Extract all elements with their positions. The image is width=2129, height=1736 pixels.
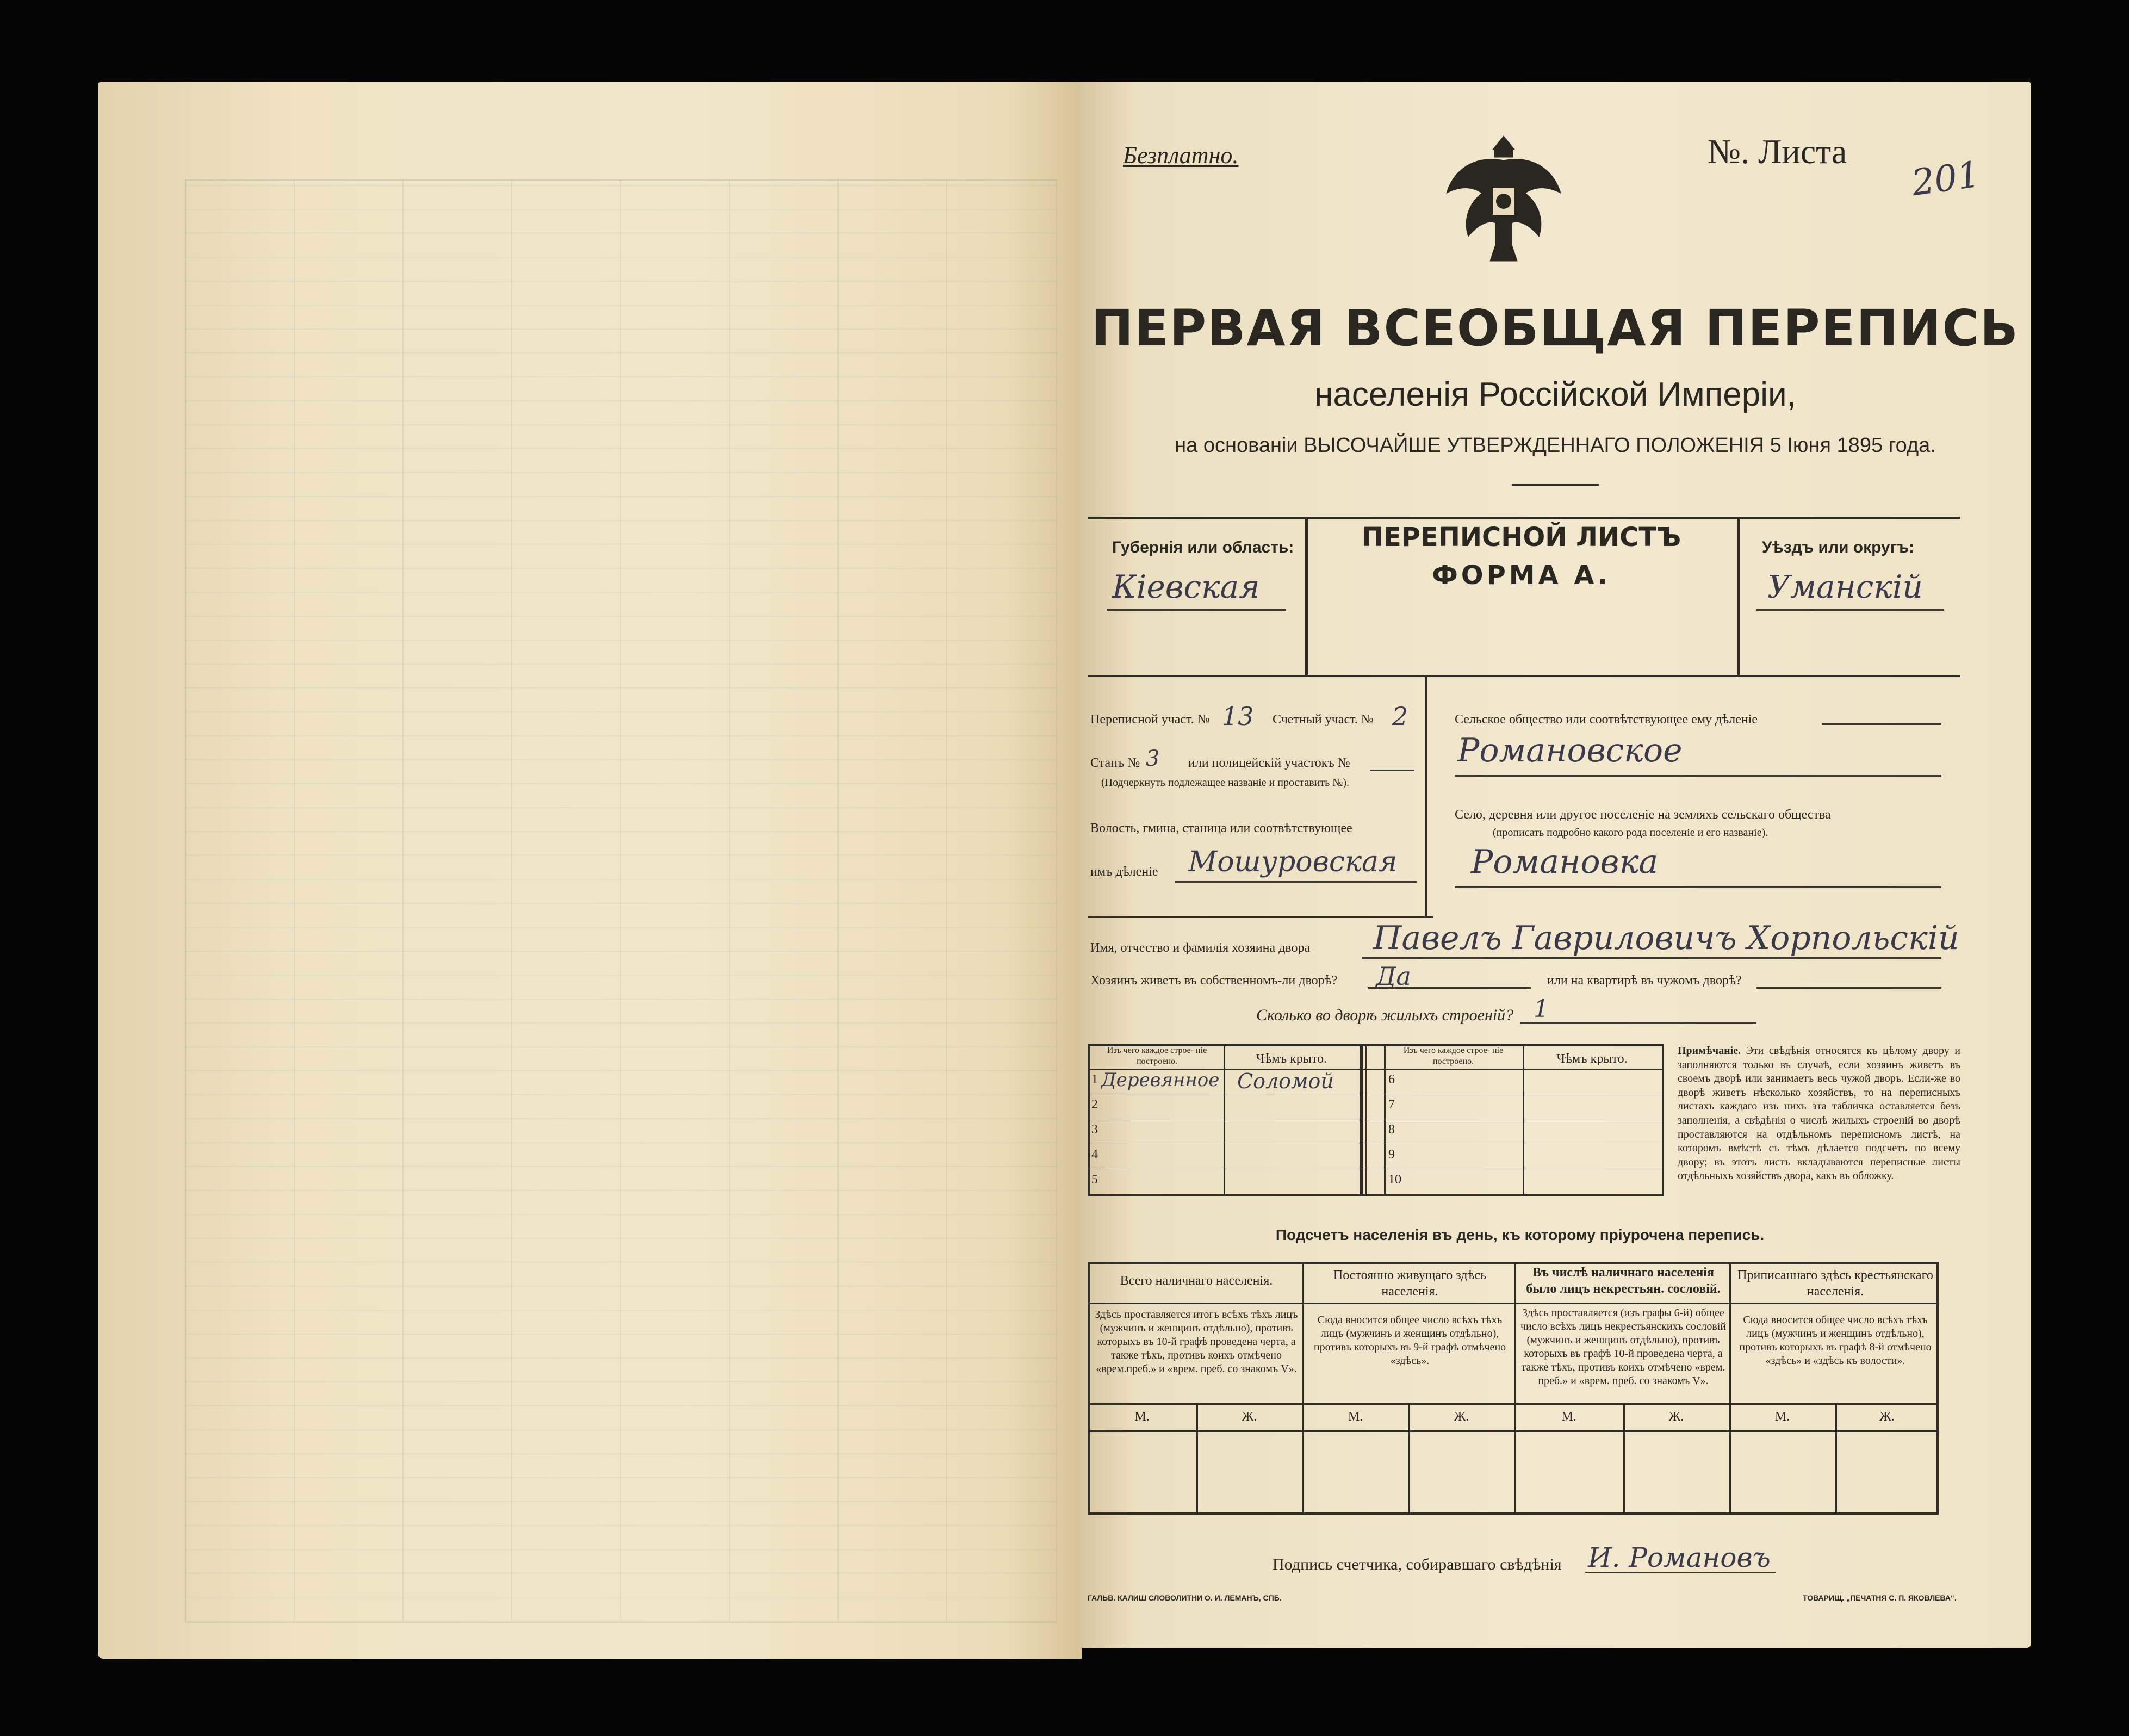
count-col4-text: Сюда вносится общее число всѣхъ тѣхъ лицъ (мужчинъ и женщинъ отдѣльно), противъ которыхъ въ графѣ 8-й отмѣчено «здѣсь» и «здѣсь къ волости». [1739, 1314, 1932, 1367]
uezd-label: Уѣздъ или округъ: [1762, 538, 1915, 556]
buildings-row-num: 7 [1388, 1098, 1395, 1112]
owner-value: Павелъ Гавриловичъ Хорпольскій [1373, 919, 1959, 957]
count-col2-text: Сюда вносится общее число всѣхъ тѣхъ лицъ (мужчинъ и женщинъ отдѣльно), противъ которыхъ въ 9-й графѣ отмѣчено «здѣсь». [1313, 1314, 1506, 1367]
owner-label: Имя, отчество и фамилія хозяина двора [1090, 941, 1311, 955]
sheet-title: ПЕРЕПИСНОЙ ЛИСТЪ [1361, 522, 1681, 553]
count-m: М. [1134, 1410, 1150, 1424]
count-col2-head: Постоянно живущаго здѣсь населенія. [1333, 1268, 1487, 1299]
buildings-row-num: 2 [1091, 1098, 1098, 1112]
note-block [1678, 1044, 1960, 1183]
count-zh: Ж. [1242, 1410, 1257, 1424]
volost-label: Волость, гмина, станица или соотвѣтствующее [1090, 821, 1352, 835]
lives-label: Хозяинъ живетъ въ собственномъ-ли дворѣ? [1090, 974, 1338, 988]
lives-value: Да [1376, 962, 1411, 991]
ornament-divider [1512, 484, 1599, 486]
buildings-row-num: 10 [1388, 1173, 1401, 1187]
count-m: М. [1774, 1410, 1790, 1424]
census-basis: на основаніи ВЫСОЧАЙШЕ УТВЕРЖДЕННАГО ПОЛОЖЕНІЯ 5 Іюня 1895 года. [1175, 434, 1936, 457]
count-zh: Ж. [1454, 1410, 1469, 1424]
census-form-page [1079, 82, 2031, 1648]
printer-left: ГАЛЬВ. КАЛИШ СЛОВОЛИТНИ О. И. ЛЕМАНЪ, СПБ. [1088, 1594, 1282, 1602]
buildings-row-num: 3 [1091, 1123, 1098, 1137]
count-zh: Ж. [1668, 1410, 1684, 1424]
uchastok-value: 13 [1222, 702, 1254, 731]
sheet-number-label: №. Листа [1708, 132, 1847, 171]
buildings-col2-head: Чѣмъ крыто. [1256, 1052, 1327, 1066]
show-through-columns [185, 179, 1055, 1621]
note-text: Эти свѣдѣнія относятся къ цѣлому двору и заполняются только въ случаѣ, если хозяинъ живетъ въ своемъ дворѣ или занимаетъ весь чужой дворъ. Если-же во дворѣ живетъ нѣсколько хозяйствъ, то на переписныхъ листахъ каждаго изъ нихъ эта табличка оставляется безъ заполненія, а свѣдѣнія о числѣ жилыхъ строеній во дворѣ проставляются на отдѣльномъ переписномъ листѣ, на которомъ вмѣстѣ съ тѣмъ дѣлается подсчетъ по всему двору; въ этотъ листъ вкладываются переписные листы отдѣльныхъ хозяйствъ двора, какъ въ обложку. [1678, 1045, 1961, 1182]
left-page [98, 82, 1082, 1659]
sheet-number-value: 201 [1909, 153, 1983, 204]
uezd-value: Уманскій [1767, 568, 1923, 605]
imperial-eagle-emblem [1441, 133, 1566, 264]
free-label: Безплатно. [1123, 142, 1239, 169]
buildings-row-num: 5 [1091, 1173, 1098, 1187]
note-lead: Примѣчаніе. [1678, 1045, 1741, 1057]
count-m: М. [1348, 1410, 1363, 1424]
printer-right: ТОВАРИЩ. „ПЕЧАТНЯ С. П. ЯКОВЛЕВА“. [1803, 1594, 1957, 1602]
count-col1-text: Здѣсь проставляется итогъ всѣхъ тѣхъ лицъ (мужчинъ и женщинъ отдѣльно), противъ которыхъ въ 10-й графѣ проведена черта, а также тѣхъ, противъ коихъ отмѣчено «врем.преб.» и «врем. преб. со знакомъ V». [1095, 1309, 1298, 1375]
signature-label: Подпись счетчика, собиравшаго свѣдѣнія [1273, 1555, 1562, 1573]
stan-note: (Подчеркнуть подлежащее названіе и проставить №). [1101, 777, 1349, 789]
guberniya-value: Кіевская [1112, 568, 1260, 605]
count-col3-text: Здѣсь проставляется (изъ графы 6-й) общее число всѣхъ лицъ некрестьянскихъ сословій (мужчинъ и женщинъ отдѣльно), противъ которыхъ въ графѣ 10-й проведена черта, а также тѣхъ, противъ коихъ отмѣчено «врем. преб.» и «врем. преб. со знакомъ V». [1520, 1307, 1727, 1387]
buildings-row-num: 8 [1388, 1123, 1395, 1137]
row1-material: Деревянное [1101, 1069, 1220, 1091]
uchastok-label: Переписной участ. № [1090, 712, 1210, 727]
schetny-value: 2 [1392, 702, 1408, 731]
buildings-table [1088, 1044, 1664, 1196]
schetny-label: Счетный участ. № [1273, 712, 1374, 727]
signature-value: И. Романовъ [1588, 1542, 1771, 1573]
obshchestvo-value: Романовское [1457, 731, 1683, 770]
form-name: ФОРМА А. [1432, 560, 1611, 591]
buildings-col1-head: Изъ чего каждое строе- ніе построено. [1107, 1046, 1207, 1066]
buildings-row-num: 9 [1388, 1148, 1395, 1162]
count-col4-head: Приписаннаго здѣсь крестьянскаго населенія. [1737, 1268, 1933, 1299]
count-zh: Ж. [1879, 1410, 1895, 1424]
buildings-col4-head: Чѣмъ крыто. [1556, 1052, 1628, 1066]
volost-value: Мошуровская [1188, 846, 1398, 878]
lives-alt-label: или на квартирѣ въ чужомъ дворѣ? [1547, 974, 1742, 988]
buildings-row-num: 4 [1091, 1148, 1098, 1162]
selo-value: Романовка [1471, 843, 1659, 881]
count-title: Подсчетъ населенія въ день, къ которому пріурочена перепись. [1275, 1226, 1765, 1243]
selo-note: (прописать подробно какого рода поселеніе и его названіе). [1493, 827, 1768, 839]
census-title: ПЕРВАЯ ВСЕОБЩАЯ ПЕРЕПИСЬ [1091, 299, 2020, 357]
row1-roof: Соломой [1237, 1069, 1334, 1093]
buildings-value: 1 [1534, 995, 1549, 1023]
selo-label: Село, деревня или другое поселеніе на земляхъ сельскаго общества [1455, 808, 1831, 822]
guberniya-label: Губернія или область: [1112, 538, 1294, 556]
police-label: или полицейскій участокъ № [1188, 756, 1350, 770]
buildings-col3-head: Изъ чего каждое строе- ніе построено. [1403, 1046, 1504, 1066]
buildings-row-num: 6 [1388, 1072, 1395, 1087]
count-col1-head: Всего наличнаго населенія. [1120, 1274, 1273, 1288]
buildings-row-num: 1 [1091, 1072, 1098, 1087]
stan-label: Станъ № [1090, 756, 1140, 770]
buildings-label: Сколько во дворѣ жилыхъ строеній? [1256, 1006, 1514, 1024]
obshchestvo-label: Сельское общество или соотвѣтствующее ему дѣленіе [1455, 712, 1758, 727]
volost-label-2: имъ дѣленіе [1090, 865, 1158, 879]
count-m: М. [1561, 1410, 1576, 1424]
stan-value: 3 [1146, 746, 1160, 771]
census-subtitle: населенія Россійской Имперіи, [1314, 376, 1796, 413]
count-col3-head: Въ числѣ наличнаго населенія было лицъ некрестьян. сословій. [1526, 1266, 1721, 1296]
